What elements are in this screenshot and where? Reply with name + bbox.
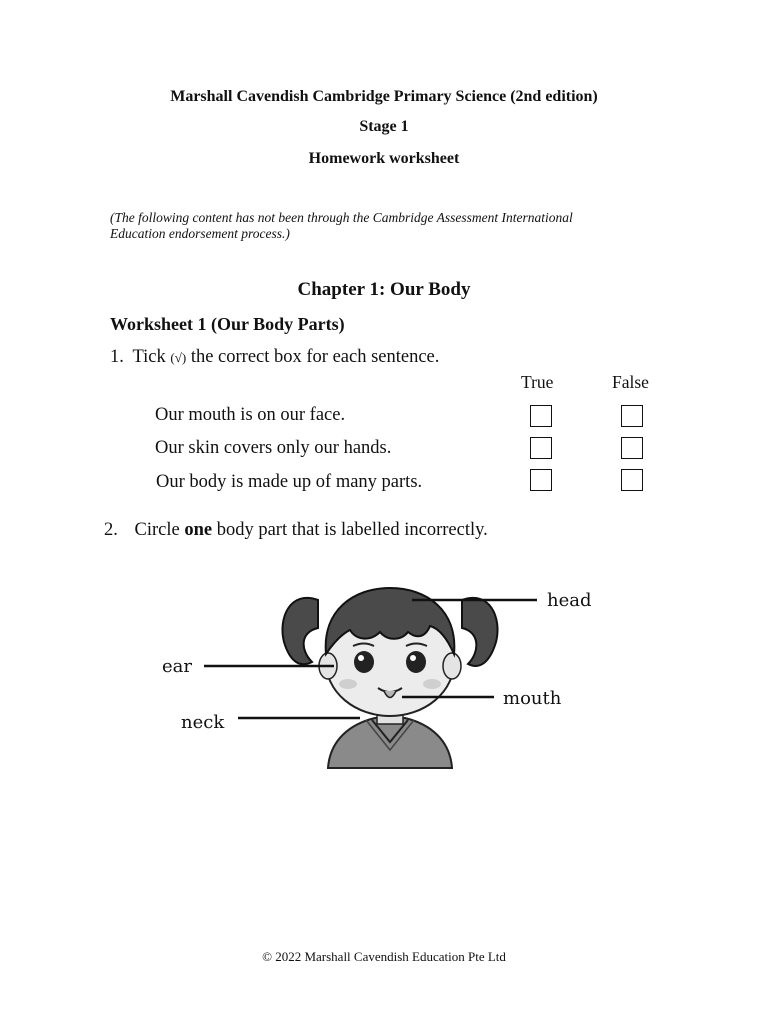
question-1-number: 1. [110,347,124,367]
chapter-title: Chapter 1: Our Body [297,279,471,300]
statement-1: Our mouth is on our face. [155,405,346,425]
publisher-line: Marshall Cavendish Cambridge Primary Science (2nd edition) [170,88,598,105]
statement-1-true-checkbox[interactable] [530,405,552,427]
label-neck[interactable]: neck [181,712,225,733]
statement-1-false-checkbox[interactable] [621,405,643,427]
question-2 [104,520,488,541]
statement-3: Our body is made up of many parts. [156,472,423,492]
statement-2-false-checkbox[interactable] [621,437,643,459]
question-1 [110,347,439,368]
statement-3-false-checkbox[interactable] [621,469,643,491]
stage-label: Stage 1 [359,118,409,135]
endorsement-note: (The following content has not been through the Cambridge Assessment International Education endorsement process.) [110,210,573,241]
statement-2: Our skin covers only our hands. [155,438,392,458]
question-1-text-after: the correct box for each sentence. [186,347,440,367]
question-2-number: 2. [104,520,118,540]
question-2-text-before: Circle [134,520,185,540]
label-mouth[interactable]: mouth [503,688,562,709]
copyright-footer: © 2022 Marshall Cavendish Education Pte Ltd [262,949,506,964]
question-2-emphasis: one [184,520,213,540]
document-type: Homework worksheet [308,150,460,167]
question-2-text-after: body part that is labelled incorrectly. [212,520,488,540]
worksheet-title: Worksheet 1 (Our Body Parts) [110,314,345,334]
question-1-text-before: Tick [132,347,171,367]
tick-symbol: (√) [170,350,187,365]
girl-face-illustration [150,570,590,780]
column-false: False [612,372,649,392]
label-ear[interactable]: ear [162,656,192,677]
label-head[interactable]: head [547,590,592,611]
statement-2-true-checkbox[interactable] [530,437,552,459]
column-true: True [521,372,554,392]
statement-3-true-checkbox[interactable] [530,469,552,491]
